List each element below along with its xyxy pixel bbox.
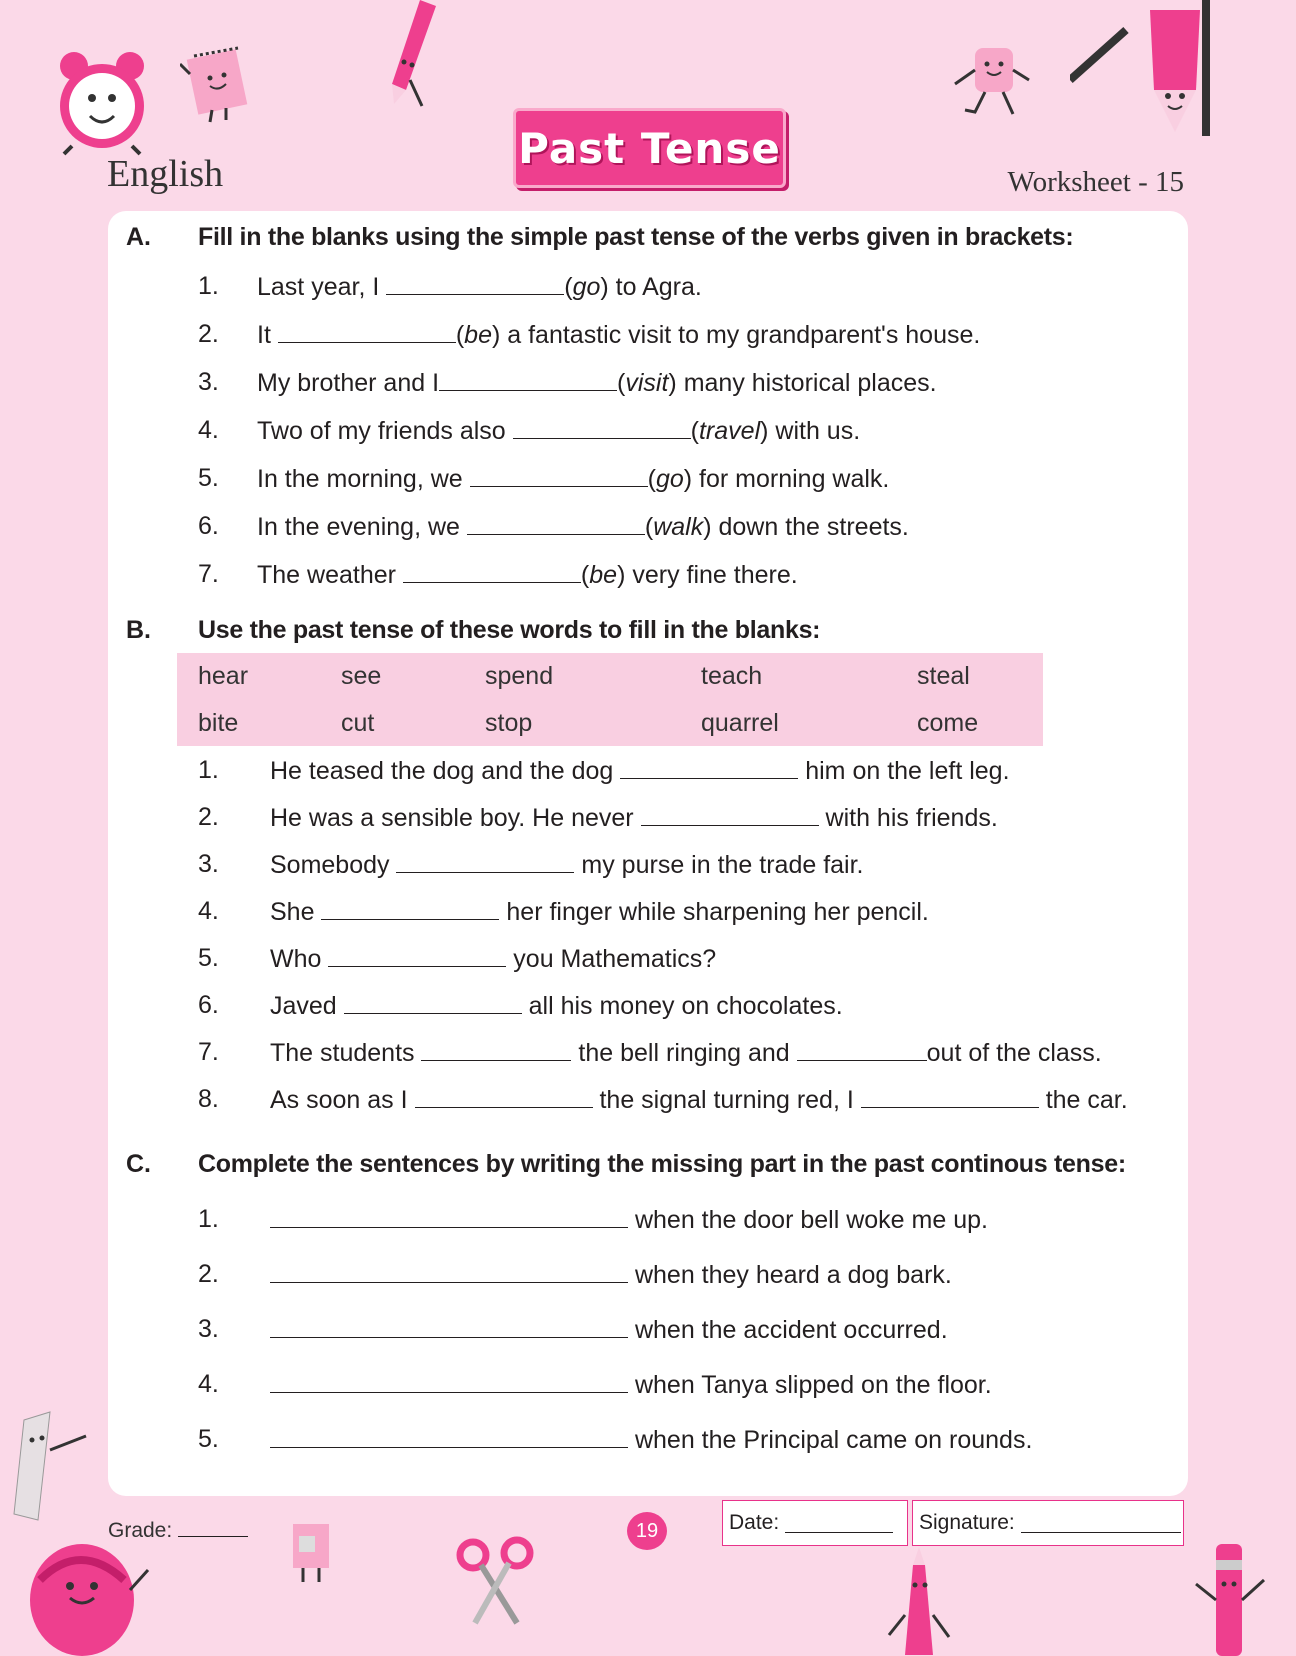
grade-field[interactable] [108,1518,248,1543]
page-title: Past Tense [518,123,781,173]
word-bank-item: see [341,662,382,690]
word-bank-item: steal [917,662,970,690]
alarm-clock-icon [52,46,152,156]
eraser-icon [945,40,1035,120]
answer-blank[interactable] [270,1370,628,1393]
answer-blank[interactable] [270,1205,628,1228]
sentence-end: out of the class. [926,1039,1102,1067]
sentence-end: when Tanya slipped on the floor. [634,1371,992,1399]
sentence-start: In the morning, we [257,465,470,493]
sentence-end: ) very fine there. [617,561,798,589]
verb-hint: travel [698,417,761,445]
verb-hint: be [589,561,618,589]
date-blank[interactable] [785,1514,893,1533]
section-a-item: In the morning, we (go) for morning walk. [257,465,890,493]
section-c-letter: C. [126,1150,151,1178]
section-c-item [270,1205,988,1235]
section-b-instruction: Use the past tense of these words to fill in the blanks: [198,616,821,644]
scissors-icon [455,1535,535,1630]
answer-blank[interactable] [386,272,564,295]
sentence-middle: the signal turning red, I [592,1086,861,1114]
section-c-item [270,1260,952,1290]
sentence-middle: him on the left leg. [798,757,1010,785]
word-bank-item: bite [198,709,239,737]
section-c-item-number: 2. [198,1260,219,1288]
word-bank-item: spend [485,662,554,690]
answer-blank[interactable] [278,320,456,343]
answer-blank[interactable] [641,803,819,826]
section-b-item [270,991,843,1021]
verb-hint: go [655,465,684,493]
sentence-end: ) to Agra. [600,273,702,301]
notepad-icon [180,44,260,124]
section-b-item-number: 6. [198,991,219,1019]
signature-label: Signature: [919,1511,1015,1534]
worksheet-number: Worksheet - 15 [1007,166,1184,198]
word-bank-item: teach [701,662,763,690]
section-b-item-number: 7. [198,1038,219,1066]
page-number-badge: 19 [627,1512,667,1550]
section-b-item-number: 4. [198,897,219,925]
sentence-start: He was a sensible boy. He never [270,804,641,832]
pen-icon [1190,1540,1270,1656]
section-a-item-number: 7. [198,560,219,588]
sentence-end: when the accident occurred. [634,1316,948,1344]
sentence-start: He teased the dog and the dog [270,757,621,785]
answer-blank[interactable] [513,416,691,439]
verb-hint: go [572,273,601,301]
answer-blank[interactable] [270,1425,628,1448]
verb-hint: be [464,321,492,349]
answer-blank[interactable] [270,1315,628,1338]
answer-blank[interactable] [344,991,522,1014]
section-b-item [270,944,716,974]
section-a-item-number: 6. [198,512,219,540]
word-bank-item: quarrel [701,709,779,737]
verb-hint: visit [625,369,669,397]
word-bank-item: stop [485,709,533,737]
section-a-item-number: 1. [198,272,219,300]
sentence-start: It [257,321,278,349]
answer-blank[interactable] [470,464,648,487]
pencil-icon [382,0,442,110]
answer-blank[interactable] [270,1260,628,1283]
sentence-middle: with his friends. [818,804,998,832]
sentence-start: Two of my friends also [257,417,513,445]
section-b-letter: B. [126,616,151,644]
section-a-item: In the evening, we (walk) down the streets. [257,513,909,541]
sentence-end: when they heard a dog bark. [634,1261,952,1289]
sentence-middle: her finger while sharpening her pencil. [499,898,929,926]
sentence-middle: the bell ringing and [571,1039,797,1067]
section-a-letter: A. [126,223,151,251]
sentence-start: The students [270,1039,422,1067]
signature-field[interactable] [912,1500,1184,1546]
answer-blank-2[interactable] [861,1085,1039,1108]
signature-blank[interactable] [1021,1514,1181,1533]
section-b-item [270,756,1010,786]
section-a-item-number: 3. [198,368,219,396]
section-b-item [270,803,998,833]
answer-blank[interactable] [321,897,499,920]
answer-blank[interactable] [396,850,574,873]
sentence-start: Somebody [270,851,397,879]
answer-blank[interactable] [421,1038,571,1061]
section-a-item: Last year, I (go) to Agra. [257,273,702,301]
section-a-item: Two of my friends also (travel) with us. [257,417,861,445]
sentence-start: Last year, I [257,273,387,301]
sharpener-icon [283,1520,343,1584]
sentence-start: Who [270,945,329,973]
pencil-character-icon [1070,0,1220,140]
section-b-item [270,897,929,927]
sentence-middle: all his money on chocolates. [521,992,843,1020]
section-b-item [270,850,864,880]
section-a-instruction: Fill in the blanks using the simple past tense of the verbs given in brackets: [198,223,1074,251]
section-b-item [270,1085,1128,1115]
sentence-start: Javed [270,992,344,1020]
sentence-end: the car. [1038,1086,1128,1114]
sentence-start: My brother and I [257,369,440,397]
answer-blank[interactable] [415,1085,593,1108]
sentence-start: She [270,898,322,926]
answer-blank[interactable] [328,944,506,967]
section-a-item: My brother and I (visit) many historical places. [257,369,937,397]
sentence-end: ) with us. [760,417,861,445]
grade-blank[interactable] [178,1518,248,1537]
answer-blank[interactable] [467,512,645,535]
answer-blank-2[interactable] [797,1038,927,1061]
answer-blank[interactable] [620,756,798,779]
section-a-item-number: 4. [198,416,219,444]
sentence-end: when the door bell woke me up. [634,1206,988,1234]
grade-label: Grade: [108,1519,173,1542]
section-c-item-number: 4. [198,1370,219,1398]
word-bank [177,653,1043,746]
sentence-start: The weather [257,561,403,589]
sentence-end: ) a fantastic visit to my grandparent's house. [491,321,981,349]
sentence-middle: my purse in the trade fair. [574,851,864,879]
section-c-item [270,1370,992,1400]
worksheet-title-banner [513,108,786,188]
section-b-item-number: 3. [198,850,219,878]
date-label: Date: [729,1511,780,1534]
sentence-start: As soon as I [270,1086,415,1114]
section-c-item [270,1315,948,1345]
word-bank-item: come [917,709,979,737]
ruler-icon [10,1410,100,1530]
verb-hint: walk [653,513,704,541]
section-b-item-number: 5. [198,944,219,972]
answer-blank[interactable] [403,560,581,583]
section-b-item-number: 1. [198,756,219,784]
word-bank-item: cut [341,709,375,737]
sentence-start: In the evening, we [257,513,467,541]
section-c-instruction: Complete the sentences by writing the missing part in the past continous tense: [198,1150,1126,1178]
section-b-item-number: 8. [198,1085,219,1113]
section-a-item-number: 2. [198,320,219,348]
section-b-item-number: 2. [198,803,219,831]
date-field[interactable] [722,1500,908,1546]
section-c-item-number: 5. [198,1425,219,1453]
sentence-end: ) many historical places. [668,369,937,397]
section-b-item [270,1038,1102,1068]
sentence-middle: you Mathematics? [506,945,717,973]
section-a-item-number: 5. [198,464,219,492]
sentence-end: when the Principal came on rounds. [634,1426,1033,1454]
sentence-end: ) for morning walk. [683,465,890,493]
section-c-item [270,1425,1032,1455]
answer-blank[interactable] [439,368,617,391]
section-c-item-number: 1. [198,1205,219,1233]
crayon-icon [885,1545,955,1656]
word-bank-item: hear [198,662,249,690]
section-a-item: It (be) a fantastic visit to my grandparent's house. [257,321,981,349]
subject-label: English [107,153,224,195]
section-c-item-number: 3. [198,1315,219,1343]
section-a-item: The weather (be) very fine there. [257,561,798,589]
sentence-end: ) down the streets. [703,513,909,541]
